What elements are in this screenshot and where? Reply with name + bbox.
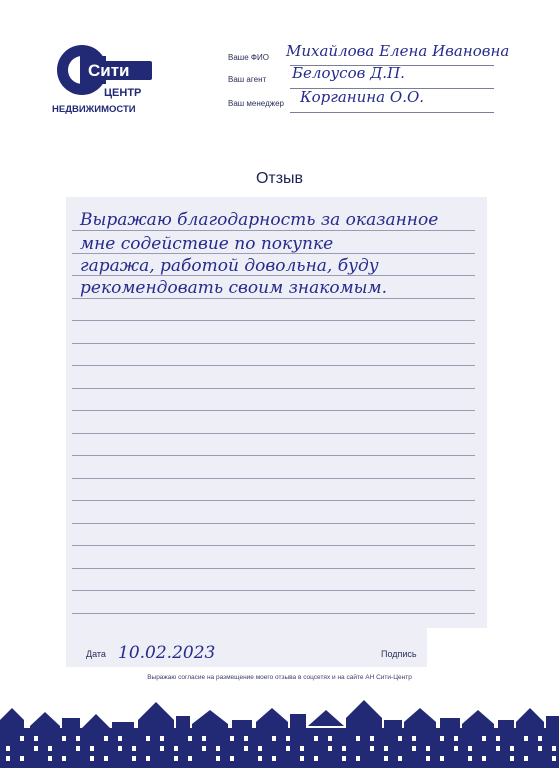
skyline-window bbox=[538, 746, 542, 751]
skyline-window bbox=[398, 736, 402, 741]
skyline-window bbox=[398, 756, 402, 761]
skyline-window bbox=[328, 736, 332, 741]
skyline-window bbox=[258, 756, 262, 761]
skyline-window bbox=[160, 746, 164, 751]
skyline-window bbox=[524, 756, 528, 761]
skyline-window bbox=[328, 746, 332, 751]
skyline-window bbox=[104, 736, 108, 741]
skyline-window bbox=[244, 736, 248, 741]
skyline-window bbox=[314, 736, 318, 741]
ruled-line bbox=[72, 230, 475, 231]
agent-value: Белоусов Д.П. bbox=[292, 64, 405, 82]
skyline-window bbox=[216, 756, 220, 761]
ruled-line bbox=[72, 590, 475, 591]
skyline-window bbox=[48, 746, 52, 751]
skyline-window bbox=[300, 746, 304, 751]
logo-word-siti: Сити bbox=[88, 61, 130, 80]
skyline-window bbox=[230, 736, 234, 741]
skyline-window bbox=[6, 746, 10, 751]
skyline-window bbox=[118, 736, 122, 741]
skyline-window bbox=[440, 736, 444, 741]
fio-value: Михайлова Елена Ивановна bbox=[286, 42, 510, 60]
signature-box bbox=[427, 628, 492, 668]
logo-word-center: ЦЕНТР bbox=[104, 87, 142, 99]
skyline-window bbox=[314, 756, 318, 761]
skyline-window bbox=[272, 736, 276, 741]
skyline-window bbox=[384, 746, 388, 751]
skyline-window bbox=[202, 736, 206, 741]
skyline-window bbox=[342, 756, 346, 761]
skyline-window bbox=[202, 746, 206, 751]
skyline-window bbox=[286, 736, 290, 741]
review-line-1: Выражаю благодарность за оказанное bbox=[80, 210, 439, 230]
skyline-window bbox=[426, 756, 430, 761]
logo-mark bbox=[52, 42, 162, 122]
skyline-window bbox=[482, 756, 486, 761]
skyline-window bbox=[552, 756, 556, 761]
review-line-4: рекомендовать своим знакомым. bbox=[80, 278, 388, 298]
signature-label: Подпись bbox=[381, 649, 417, 659]
manager-line bbox=[290, 112, 494, 113]
skyline-window bbox=[174, 756, 178, 761]
skyline-window bbox=[160, 736, 164, 741]
fio-label: Ваше ФИО bbox=[228, 53, 269, 62]
ruled-line bbox=[72, 478, 475, 479]
skyline-window bbox=[510, 756, 514, 761]
skyline-window bbox=[132, 756, 136, 761]
company-logo bbox=[52, 42, 162, 122]
skyline-window bbox=[62, 756, 66, 761]
ruled-line bbox=[72, 320, 475, 321]
ruled-line bbox=[72, 613, 475, 614]
ruled-line bbox=[72, 568, 475, 569]
skyline-window bbox=[370, 736, 374, 741]
city-skyline-decoration bbox=[0, 698, 559, 768]
skyline-window bbox=[468, 746, 472, 751]
skyline-window bbox=[496, 746, 500, 751]
skyline-window bbox=[174, 746, 178, 751]
ruled-line bbox=[72, 410, 475, 411]
skyline-window bbox=[146, 756, 150, 761]
page-title: Отзыв bbox=[255, 170, 304, 187]
skyline-window bbox=[496, 736, 500, 741]
skyline-window bbox=[6, 756, 10, 761]
review-line-3: гаража, работой довольна, буду bbox=[80, 256, 379, 276]
date-label: Дата bbox=[86, 649, 106, 659]
skyline-window bbox=[230, 756, 234, 761]
skyline-window bbox=[62, 736, 66, 741]
skyline-window bbox=[188, 736, 192, 741]
skyline-window bbox=[34, 736, 38, 741]
skyline-window bbox=[412, 736, 416, 741]
skyline-window bbox=[468, 756, 472, 761]
skyline-window bbox=[356, 756, 360, 761]
manager-value: Корганина О.О. bbox=[300, 88, 425, 106]
skyline-window bbox=[132, 746, 136, 751]
skyline-window bbox=[510, 746, 514, 751]
skyline-window bbox=[76, 746, 80, 751]
skyline-window bbox=[370, 746, 374, 751]
skyline-window bbox=[538, 736, 542, 741]
skyline-window bbox=[342, 746, 346, 751]
skyline-window bbox=[76, 736, 80, 741]
ruled-line bbox=[72, 433, 475, 434]
date-value: 10.02.2023 bbox=[118, 643, 216, 663]
skyline-window bbox=[188, 756, 192, 761]
skyline-window bbox=[104, 756, 108, 761]
skyline-window bbox=[356, 736, 360, 741]
skyline-window bbox=[440, 756, 444, 761]
skyline-window bbox=[258, 746, 262, 751]
skyline-window bbox=[20, 736, 24, 741]
skyline-window bbox=[552, 746, 556, 751]
ruled-line bbox=[72, 455, 475, 456]
skyline-window bbox=[454, 746, 458, 751]
agent-label: Ваш агент bbox=[228, 75, 267, 84]
consent-text: Выражаю согласие на размещение моего отзыва в соцсетях и на сайте АН Сити-Центр bbox=[147, 674, 412, 681]
ruled-line bbox=[72, 523, 475, 524]
ruled-line bbox=[72, 343, 475, 344]
skyline-window bbox=[90, 746, 94, 751]
skyline-window bbox=[426, 746, 430, 751]
skyline-window bbox=[524, 736, 528, 741]
skyline-window bbox=[118, 746, 122, 751]
skyline-window bbox=[272, 756, 276, 761]
skyline-window bbox=[300, 756, 304, 761]
ruled-line bbox=[72, 365, 475, 366]
ruled-line bbox=[72, 388, 475, 389]
skyline-window bbox=[412, 746, 416, 751]
skyline-window bbox=[454, 736, 458, 741]
skyline-window bbox=[20, 756, 24, 761]
skyline-window bbox=[48, 756, 52, 761]
logo-word-realty: НЕДВИЖИМОСТИ bbox=[52, 104, 136, 115]
skyline-window bbox=[384, 756, 388, 761]
manager-label: Ваш менеджер bbox=[228, 99, 284, 108]
skyline-window bbox=[216, 746, 220, 751]
skyline-window bbox=[286, 746, 290, 751]
ruled-line bbox=[72, 500, 475, 501]
skyline-window bbox=[482, 736, 486, 741]
review-line-2: мне содействие по покупке bbox=[80, 234, 334, 254]
skyline-window bbox=[244, 746, 248, 751]
ruled-line bbox=[72, 545, 475, 546]
skyline-window bbox=[146, 736, 150, 741]
skyline-window bbox=[34, 746, 38, 751]
skyline-window bbox=[90, 756, 94, 761]
